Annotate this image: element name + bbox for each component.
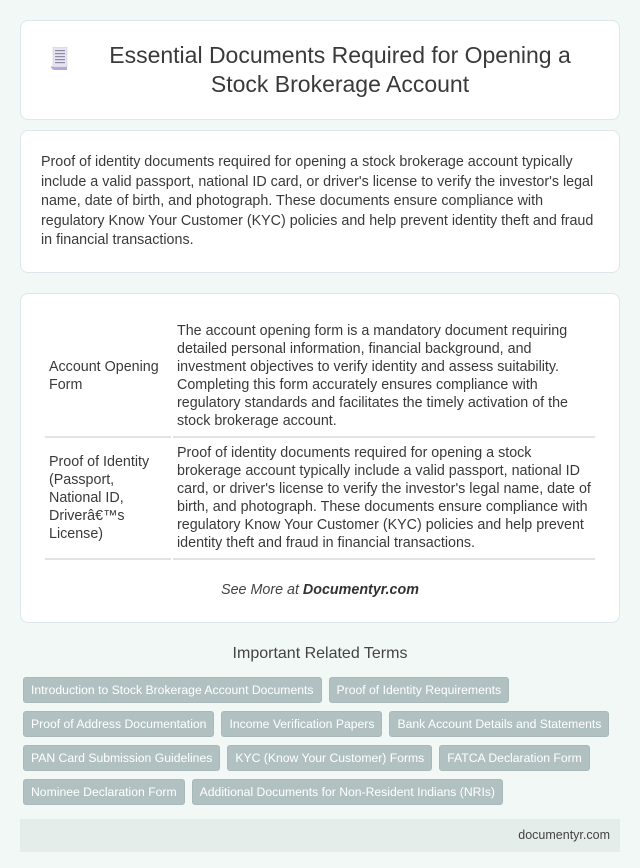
intro-text: Proof of identity documents required for opening a stock brokerage account typically include a valid passport, national ID card, or driver's license to verify the investor's legal name, date of birth, and photograph. These documents ensure compliance with regulatory Know Your Customer (KYC) policies and help prevent identity theft and fraud in financial transactions. — [41, 154, 594, 248]
related-term-tag[interactable]: PAN Card Submission Guidelines — [23, 745, 220, 771]
related-terms-title: Important Related Terms — [232, 644, 408, 662]
related-term-tag[interactable]: Income Verification Papers — [221, 711, 382, 737]
document-name: Account Opening Form — [45, 316, 171, 438]
related-term-tag[interactable]: KYC (Know Your Customer) Forms — [227, 745, 432, 771]
see-more-link[interactable]: Documentyr.com — [302, 581, 419, 598]
related-term-tag[interactable]: Nominee Declaration Form — [23, 779, 185, 805]
document-scroll-icon — [51, 47, 69, 71]
table-row — [45, 438, 595, 560]
document-description: The account opening form is a mandatory document requiring detailed personal information, financial background, and investment objectives to verify identity and assess suitability. Completing this form accurately ensures compliance with regulatory standards and facilitates the timely activation of the stock brokerage account. — [173, 316, 595, 438]
see-more-prefix: See More at — [221, 581, 303, 598]
related-term-tag[interactable]: Additional Documents for Non-Resident Indians (NRIs) — [192, 779, 503, 805]
related-term-tag[interactable]: Proof of Address Documentation — [23, 711, 214, 737]
page-title: Essential Documents Required for Opening a Stock Brokerage Account — [109, 42, 571, 97]
intro-card — [20, 130, 620, 273]
header-card — [20, 20, 620, 120]
related-term-tag[interactable]: FATCA Declaration Form — [439, 745, 590, 771]
related-terms-tags — [20, 677, 620, 805]
related-term-tag[interactable]: Introduction to Stock Brokerage Account Documents — [23, 677, 322, 703]
see-more — [43, 582, 597, 598]
document-description: Proof of identity documents required for opening a stock brokerage account typically include a valid passport, national ID card, or driver's license to verify the investor's legal name, date of birth, and photograph. These documents ensure compliance with regulatory Know Your Customer (KYC) policies and help prevent identity theft and fraud in financial transactions. — [173, 438, 595, 560]
footer-site-link[interactable]: documentyr.com — [518, 828, 610, 842]
related-term-tag[interactable]: Proof of Identity Requirements — [329, 677, 510, 703]
documents-table-card — [20, 293, 620, 623]
table-row — [45, 316, 595, 438]
footer — [20, 819, 620, 852]
documents-table — [43, 316, 597, 560]
related-term-tag[interactable]: Bank Account Details and Statements — [389, 711, 609, 737]
document-name: Proof of Identity (Passport, National ID, Driverâ€™s License) — [45, 438, 171, 560]
